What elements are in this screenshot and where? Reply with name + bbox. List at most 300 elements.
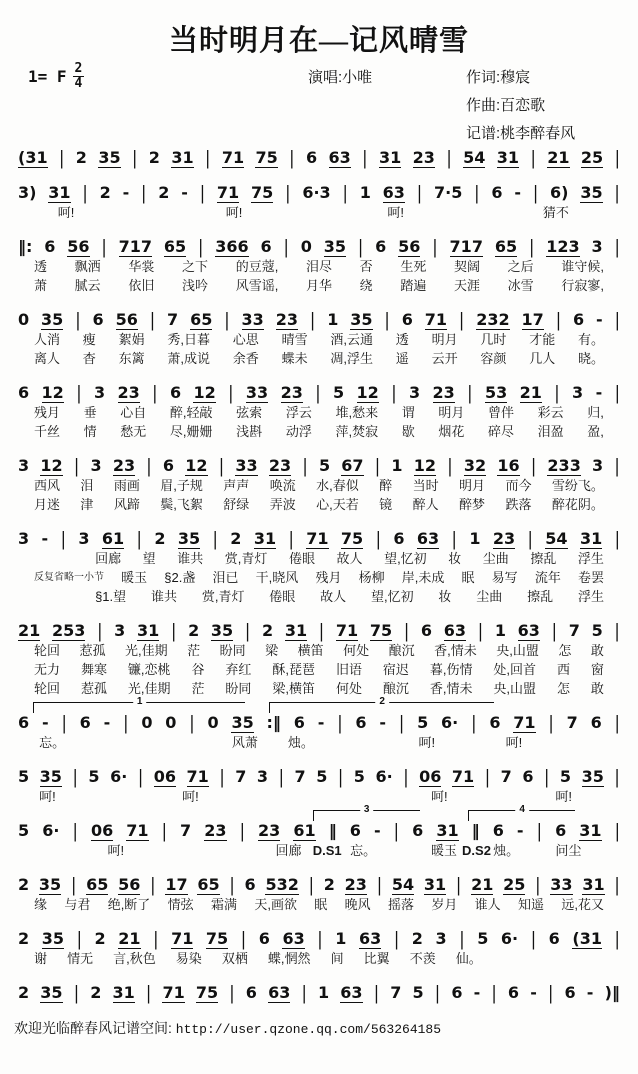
lyrics-row bbox=[8, 276, 630, 295]
note-token: 1 bbox=[318, 983, 330, 1002]
music-system bbox=[8, 696, 630, 752]
note-token: 0 bbox=[207, 713, 219, 732]
barline: | bbox=[189, 711, 195, 734]
barline: | bbox=[317, 927, 323, 950]
barline: | bbox=[199, 181, 206, 204]
lyric-syllable: 呵! bbox=[387, 205, 405, 220]
lyrics-row bbox=[8, 476, 630, 495]
volta-number: 1 bbox=[133, 696, 147, 707]
lyric-syllable: 岸,未成 bbox=[401, 570, 445, 585]
barline: | bbox=[471, 711, 477, 734]
lyric-syllable: 余香 bbox=[232, 351, 259, 366]
lyric-syllable: 盼同 bbox=[225, 681, 252, 696]
lyric-syllable: 易染 bbox=[175, 951, 202, 966]
lyric-syllable: 尘曲 bbox=[476, 589, 503, 604]
lyric-syllable: 眠 bbox=[461, 570, 475, 585]
barline: | bbox=[302, 454, 308, 477]
music-systems bbox=[8, 148, 630, 1003]
barline: | bbox=[70, 873, 77, 896]
lyric-syllable: 怎 bbox=[558, 643, 572, 658]
note-token: 2 bbox=[230, 529, 242, 548]
lyric-syllable: 水,春似 bbox=[316, 478, 359, 493]
barline: | bbox=[459, 927, 465, 950]
note-token: - bbox=[516, 821, 524, 840]
lyric-syllable: 遥 bbox=[395, 351, 409, 366]
barline: | bbox=[547, 981, 554, 1004]
lyric-syllable: 堆,愁来 bbox=[335, 405, 379, 420]
barline: | bbox=[58, 146, 65, 169]
note-token: - bbox=[473, 983, 481, 1002]
music-system bbox=[8, 310, 630, 368]
lyric-syllable: 碎尽 bbox=[487, 424, 514, 439]
lyric-syllable: 萍,焚寂 bbox=[335, 424, 379, 439]
note-token: 23 bbox=[112, 456, 136, 475]
lyric-syllable: 间 bbox=[330, 951, 344, 966]
lyric-syllable: 问尘 bbox=[555, 843, 582, 858]
lyric-syllable: 谁共 bbox=[177, 551, 204, 566]
notes-line bbox=[8, 529, 630, 549]
note-token: 6 bbox=[258, 929, 270, 948]
note-token: 7 bbox=[180, 821, 192, 840]
note-token: 6 bbox=[522, 767, 534, 786]
lyric-syllable: 呵! bbox=[418, 735, 436, 750]
lyric-syllable: 赏,青灯 bbox=[224, 551, 268, 566]
note-token: 31 bbox=[423, 875, 447, 894]
lyric-syllable: §1.望 bbox=[95, 589, 127, 604]
note-token: 35 bbox=[580, 183, 603, 202]
performer-credit: 演唱:小唯 bbox=[308, 69, 373, 86]
note-token: - bbox=[514, 183, 521, 202]
lyric-syllable: 弦索 bbox=[236, 405, 263, 420]
lyrics-row bbox=[8, 787, 630, 806]
barline: | bbox=[362, 146, 368, 169]
note-token: 63 bbox=[328, 148, 351, 167]
barline: | bbox=[76, 927, 82, 950]
note-token: 1 bbox=[494, 621, 506, 640]
note-token: 23 bbox=[492, 529, 516, 548]
lyric-syllable: 烟花 bbox=[438, 424, 465, 439]
note-token: 3 bbox=[408, 383, 421, 402]
lyric-syllable: 浅吟 bbox=[182, 278, 209, 293]
barline: | bbox=[403, 765, 409, 788]
lyric-syllable: 离人 bbox=[34, 351, 61, 366]
notes-line bbox=[8, 148, 630, 168]
lyric-syllable: 依旧 bbox=[128, 278, 155, 293]
lyric-syllable: 杳 bbox=[82, 351, 96, 366]
lyric-syllable: 声声 bbox=[223, 478, 250, 493]
note-token: 3 bbox=[435, 929, 447, 948]
lyric-syllable: 摇落 bbox=[387, 897, 414, 912]
note-token: 06 bbox=[419, 767, 442, 786]
note-token: 6 bbox=[590, 713, 602, 732]
note-token: 2 bbox=[188, 621, 200, 640]
note-token: 21 bbox=[18, 621, 41, 640]
note-token: 31 bbox=[48, 183, 71, 202]
note-token: 35 bbox=[38, 875, 62, 894]
barline: | bbox=[447, 454, 453, 477]
note-token: 5 bbox=[353, 767, 365, 786]
note-token: 71 bbox=[186, 767, 209, 786]
note-token: 6 bbox=[18, 383, 30, 402]
lyric-syllable: 醉梦 bbox=[459, 497, 486, 512]
lyric-syllable: 盼同 bbox=[219, 643, 246, 658]
note-token: 7 bbox=[390, 983, 402, 1002]
lyric-syllable: 明月 bbox=[459, 478, 486, 493]
barline: | bbox=[535, 873, 541, 896]
lyric-syllable: 流年 bbox=[534, 570, 561, 585]
lyric-syllable: 酿沉 bbox=[388, 643, 415, 658]
lyric-syllable: 呵! bbox=[555, 789, 572, 804]
barline: | bbox=[614, 711, 620, 734]
footer-url: http://user.qzone.qq.com/563264185 bbox=[175, 1022, 442, 1037]
note-token: 31 bbox=[137, 621, 160, 640]
barline: | bbox=[416, 181, 423, 204]
note-token: 71 bbox=[306, 529, 329, 548]
barline: | bbox=[530, 146, 536, 169]
lyric-syllable: 谁共 bbox=[150, 589, 177, 604]
note-token: 63 bbox=[416, 529, 440, 548]
note-token: 35 bbox=[98, 148, 121, 167]
barline: | bbox=[614, 308, 620, 331]
lyric-syllable: 缘 bbox=[34, 897, 48, 912]
lyrics-row bbox=[8, 330, 630, 349]
barline: | bbox=[614, 619, 620, 642]
note-token: 71 bbox=[216, 183, 240, 202]
lyric-syllable: 尘曲 bbox=[482, 551, 509, 566]
barline: | bbox=[288, 527, 294, 550]
lyric-syllable: 忘。 bbox=[39, 735, 66, 750]
note-token: 35 bbox=[177, 529, 201, 548]
note-token: 5 bbox=[477, 929, 489, 948]
lyric-syllable: 西风 bbox=[34, 478, 61, 493]
barline: | bbox=[283, 235, 289, 258]
note-token: 253 bbox=[51, 621, 86, 640]
lyric-syllable: 风雪谣, bbox=[235, 278, 279, 293]
lyric-syllable: 望 bbox=[142, 551, 156, 566]
barline: | bbox=[357, 235, 364, 258]
note-token: 54 bbox=[391, 875, 415, 894]
note-token: - bbox=[41, 529, 49, 548]
note-token: 5 bbox=[559, 767, 572, 786]
lyric-syllable: 望,忆初 bbox=[370, 589, 414, 604]
barline: | bbox=[337, 711, 343, 734]
barline: | bbox=[72, 765, 78, 788]
lyric-syllable: 动浮 bbox=[285, 424, 312, 439]
lyric-syllable: 言,秋色 bbox=[113, 951, 156, 966]
lyric-syllable: 烛。 bbox=[287, 735, 314, 750]
note-token: 232 bbox=[476, 310, 510, 329]
lyric-syllable: 惹孤 bbox=[80, 681, 107, 696]
note-token: 6 bbox=[44, 237, 56, 256]
lyric-syllable: 烛。 bbox=[493, 843, 520, 858]
lyric-syllable: 泪 bbox=[80, 478, 94, 493]
lyric-syllable: 泪尽 bbox=[305, 259, 332, 274]
lyric-syllable: 呵! bbox=[182, 789, 199, 804]
barline: | bbox=[543, 765, 550, 788]
note-token: 3 bbox=[93, 383, 106, 402]
note-token: 6 bbox=[79, 713, 91, 732]
volta-bracket bbox=[313, 804, 420, 821]
note-token: 63 bbox=[517, 621, 540, 640]
barline: | bbox=[123, 711, 129, 734]
barline: | bbox=[530, 927, 537, 950]
lyric-syllable: 杨柳 bbox=[358, 570, 385, 585]
note-token: 56 bbox=[118, 875, 141, 894]
lyric-syllable: 央,山盟 bbox=[496, 643, 539, 658]
lyric-syllable: 之下 bbox=[182, 259, 209, 274]
note-token: 31 bbox=[171, 148, 194, 167]
music-system bbox=[8, 237, 630, 295]
lyric-syllable: 弄波 bbox=[269, 497, 296, 512]
lyric-syllable: 否 bbox=[359, 259, 373, 274]
note-token: 25 bbox=[580, 148, 604, 167]
music-system bbox=[8, 621, 630, 698]
lyric-syllable: 明月 bbox=[438, 405, 465, 420]
note-token: - bbox=[596, 310, 603, 329]
note-token: 2 bbox=[18, 983, 30, 1002]
lyric-syllable: 香,情未 bbox=[434, 643, 477, 658]
barline: | bbox=[72, 819, 78, 842]
note-token: 71 bbox=[126, 821, 149, 840]
note-token: 6 bbox=[555, 821, 567, 840]
barline: | bbox=[149, 308, 156, 331]
note-token: 12 bbox=[413, 456, 437, 475]
lyric-syllable: 呵! bbox=[225, 205, 243, 220]
lyric-syllable: 谢 bbox=[34, 951, 48, 966]
note-token: 71 bbox=[451, 767, 475, 786]
lyric-syllable: 的豆蔻, bbox=[235, 259, 279, 274]
volta-number: 4 bbox=[515, 804, 529, 815]
lyric-syllable: 天,画欲 bbox=[254, 897, 297, 912]
lyric-syllable: 擦乱 bbox=[527, 589, 554, 604]
note-token: 12 bbox=[40, 456, 63, 475]
barline: | bbox=[551, 619, 558, 642]
lyric-syllable: 情 bbox=[83, 424, 97, 439]
lyric-syllable: 故人 bbox=[336, 551, 363, 566]
lyric-syllable: 谷 bbox=[191, 662, 205, 677]
barline: | bbox=[132, 146, 138, 169]
note-token: 56 bbox=[67, 237, 90, 256]
note-token: )‖ bbox=[604, 983, 620, 1002]
note-token: 6 bbox=[349, 821, 361, 840]
lyric-syllable: 眉,子规 bbox=[160, 478, 203, 493]
note-token: 23 bbox=[204, 821, 227, 840]
note-token: 17 bbox=[165, 875, 188, 894]
lyric-syllable: 弃红 bbox=[225, 662, 252, 677]
lyric-syllable: 生死 bbox=[400, 259, 427, 274]
barline: | bbox=[73, 981, 80, 1004]
barline: | bbox=[455, 873, 462, 896]
barline: | bbox=[391, 381, 397, 404]
lyric-syllable: 妆 bbox=[448, 551, 462, 566]
barline: | bbox=[375, 527, 381, 550]
barline: | bbox=[205, 146, 211, 169]
lyric-syllable: 浮生 bbox=[577, 551, 604, 566]
notes-line bbox=[8, 983, 630, 1003]
note-token: 6· bbox=[375, 767, 393, 786]
lyric-syllable: 晓。 bbox=[577, 351, 604, 366]
barline: | bbox=[614, 146, 620, 169]
lyric-syllable: 无力 bbox=[34, 662, 61, 677]
lyrics-row bbox=[8, 257, 630, 276]
barline: | bbox=[614, 873, 620, 896]
lyric-syllable: 泪盈 bbox=[537, 424, 564, 439]
lyric-syllable: 醉 bbox=[379, 478, 393, 493]
lyric-syllable: 醉人 bbox=[412, 497, 439, 512]
lyric-syllable: 仙。 bbox=[455, 951, 482, 966]
lyric-syllable: 踏遍 bbox=[400, 278, 427, 293]
note-token: 23 bbox=[280, 383, 303, 402]
lyrics-row bbox=[8, 349, 630, 368]
lyric-syllable: 月华 bbox=[305, 278, 332, 293]
notes-line bbox=[8, 621, 630, 641]
lyric-syllable: 歇 bbox=[401, 424, 415, 439]
note-token: 5 bbox=[591, 621, 603, 640]
note-token: 6 bbox=[573, 310, 585, 329]
note-token: 71 bbox=[221, 148, 245, 167]
barline: | bbox=[60, 527, 66, 550]
barline: | bbox=[374, 454, 381, 477]
note-token: 63 bbox=[443, 621, 467, 640]
note-token: 56 bbox=[115, 310, 138, 329]
note-token: 0 bbox=[141, 713, 153, 732]
lyric-syllable: 秀,日暮 bbox=[167, 332, 211, 347]
lyric-syllable: 瘦 bbox=[82, 332, 96, 347]
lyric-syllable: 云开 bbox=[431, 351, 458, 366]
barline: | bbox=[136, 527, 142, 550]
note-token: 65 bbox=[494, 237, 518, 256]
note-token: 71 bbox=[171, 929, 194, 948]
lyric-syllable: 双栖 bbox=[221, 951, 248, 966]
barline: | bbox=[73, 454, 80, 477]
barline: | bbox=[75, 308, 81, 331]
note-token: 12 bbox=[193, 383, 216, 402]
song-title: 当时明月在—记风晴雪 bbox=[168, 25, 469, 57]
music-system bbox=[8, 529, 630, 606]
barline: | bbox=[527, 527, 533, 550]
music-system bbox=[8, 183, 630, 222]
note-token: ‖: bbox=[18, 237, 33, 256]
lyric-syllable: 萧 bbox=[34, 278, 48, 293]
lyric-syllable: 擦乱 bbox=[530, 551, 557, 566]
note-token: 31 bbox=[579, 529, 603, 548]
note-token: 2 bbox=[90, 983, 102, 1002]
note-token: 6 bbox=[244, 875, 256, 894]
lyric-syllable: 曾伴 bbox=[487, 405, 514, 420]
barline: | bbox=[393, 927, 400, 950]
note-token: 2 bbox=[94, 929, 106, 948]
barline: | bbox=[458, 308, 465, 331]
notes-line bbox=[8, 875, 630, 895]
lyric-syllable: 轮回 bbox=[34, 681, 61, 696]
note-token: 3 bbox=[572, 383, 584, 402]
tonality-label: 1= F bbox=[28, 66, 67, 86]
barline: | bbox=[434, 981, 441, 1004]
lyric-syllable: 呵! bbox=[57, 205, 75, 220]
barline: | bbox=[76, 381, 82, 404]
lyric-syllable: 泪已 bbox=[212, 570, 239, 585]
lyric-syllable: §2.盏 bbox=[164, 570, 196, 585]
lyric-syllable: 彩云 bbox=[537, 405, 564, 420]
note-token: 7 bbox=[500, 767, 512, 786]
note-token: 6 bbox=[564, 983, 576, 1002]
barline: | bbox=[289, 146, 295, 169]
note-token: 6 bbox=[18, 713, 30, 732]
lyric-syllable: 猜不 bbox=[542, 205, 569, 220]
lyric-syllable: 酿沉 bbox=[382, 681, 409, 696]
note-token: 63 bbox=[382, 183, 405, 202]
note-token: 2 bbox=[154, 529, 166, 548]
lyrics-row bbox=[8, 679, 630, 698]
barline: | bbox=[477, 619, 484, 642]
barline: | bbox=[491, 981, 497, 1004]
note-token: - bbox=[373, 821, 381, 840]
note-token: - bbox=[103, 713, 111, 732]
note-token: 35 bbox=[581, 767, 604, 786]
lyric-syllable: 故人 bbox=[320, 589, 347, 604]
barline: | bbox=[398, 711, 405, 734]
note-token: 63 bbox=[358, 929, 382, 948]
barline: | bbox=[555, 308, 562, 331]
note-token: 7 bbox=[235, 767, 247, 786]
note-token: 0 bbox=[18, 310, 30, 329]
note-token: 67 bbox=[341, 456, 364, 475]
lyric-syllable: 蝶未 bbox=[281, 351, 308, 366]
note-token: 5 bbox=[417, 713, 429, 732]
lyric-syllable: 华裳 bbox=[128, 259, 155, 274]
lyric-syllable: 岁月 bbox=[431, 897, 458, 912]
note-token: 71 bbox=[513, 713, 536, 732]
note-token: 25 bbox=[503, 875, 526, 894]
lyric-syllable: 风萧 bbox=[231, 735, 258, 750]
lyric-syllable: 残月 bbox=[315, 570, 342, 585]
note-token: 3 bbox=[592, 456, 604, 475]
lyric-syllable: 酒,云通 bbox=[330, 332, 374, 347]
lyrics-row bbox=[8, 733, 630, 752]
note-token: 532 bbox=[265, 875, 299, 894]
barline: | bbox=[97, 619, 103, 642]
barline: | bbox=[432, 235, 438, 258]
note-token: 75 bbox=[255, 148, 278, 167]
barline: | bbox=[342, 181, 348, 204]
note-token: 5 bbox=[18, 821, 30, 840]
lyric-syllable: 谁人 bbox=[474, 897, 501, 912]
note-token: 2 bbox=[99, 183, 111, 202]
music-system bbox=[8, 875, 630, 914]
barline: | bbox=[614, 927, 620, 950]
barline: | bbox=[137, 765, 144, 788]
note-token: - bbox=[379, 713, 387, 732]
lyric-syllable: 凋,浮生 bbox=[330, 351, 374, 366]
barline: | bbox=[614, 381, 620, 404]
note-token: 54 bbox=[463, 148, 486, 167]
note-token: 06 bbox=[153, 767, 176, 786]
lyric-syllable: 千丝 bbox=[34, 424, 61, 439]
note-token: 33 bbox=[235, 456, 258, 475]
lyric-syllable: 谓 bbox=[401, 405, 415, 420]
notes-line bbox=[8, 237, 630, 257]
note-token: 31 bbox=[112, 983, 135, 1002]
note-token: 6 bbox=[548, 929, 560, 948]
barline: | bbox=[152, 381, 158, 404]
note-token: - bbox=[317, 713, 325, 732]
barline: | bbox=[101, 235, 107, 258]
lyric-syllable: 雪纷飞。 bbox=[551, 478, 604, 493]
lyric-syllable: 鬓,飞絮 bbox=[160, 497, 203, 512]
lyric-syllable: 何处 bbox=[335, 681, 362, 696]
note-token: 12 bbox=[185, 456, 208, 475]
lyric-syllable: 归, bbox=[587, 405, 604, 420]
